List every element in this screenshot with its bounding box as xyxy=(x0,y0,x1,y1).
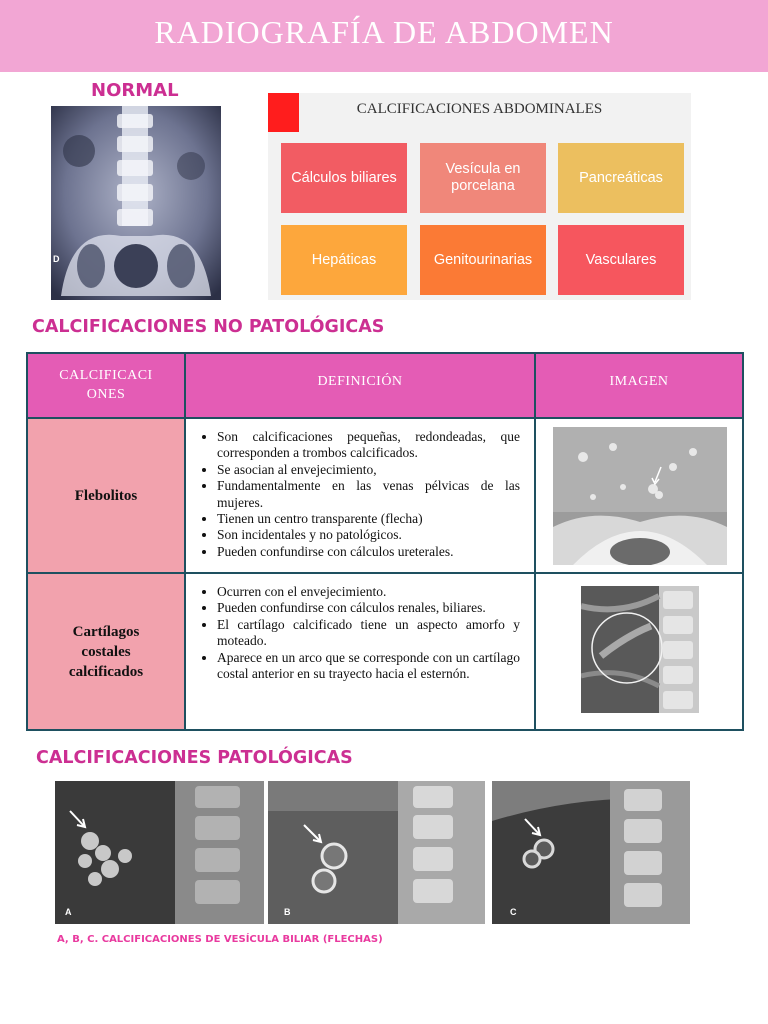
name-line: costales xyxy=(81,643,131,660)
page-title: RADIOGRAFÍA DE ABDOMEN xyxy=(154,14,614,50)
name-line: Cartílagos xyxy=(72,623,140,640)
calcificaciones-abdominales-panel xyxy=(268,93,691,300)
normal-abdomen-xray xyxy=(51,106,221,300)
header-calcificaciones-line1: CALCIFICACI xyxy=(59,368,153,383)
tile-hepaticas: Hepáticas xyxy=(281,225,407,295)
calc-panel-title: CALCIFICACIONES ABDOMINALES xyxy=(356,101,603,117)
row-name-flebolitos: Flebolitos xyxy=(27,418,185,573)
tile-vasculares: Vasculares xyxy=(558,225,684,295)
no-patologicas-table xyxy=(26,352,744,731)
no-patologicas-title: CALCIFICACIONES NO PATOLÓGICAS xyxy=(32,317,385,337)
bullet: • Pueden confundirse con cálculos ureterales. xyxy=(217,544,520,560)
bullet: • Ocurren con el envejecimiento. xyxy=(217,584,520,600)
vesicula-xray-a xyxy=(55,781,264,924)
flebolitos-xray xyxy=(553,427,727,565)
xray-letter: D xyxy=(53,254,60,264)
bullet: • Son calcificaciones pequeñas, redondeadas, que corresponden a trombos calcificados. xyxy=(217,429,520,462)
header-calcificaciones xyxy=(27,353,185,418)
normal-label: NORMAL xyxy=(91,80,179,101)
patologicas-title: CALCIFICACIONES PATOLÓGICAS xyxy=(36,748,353,768)
bullet: • El cartílago calcificado tiene un aspecto amorfo y moteado. xyxy=(217,617,520,650)
header-imagen: IMAGEN xyxy=(535,353,743,418)
row-image-cell xyxy=(535,573,743,730)
bullet: • Fundamentalmente en las venas pélvicas de las mujeres. xyxy=(217,478,520,511)
header-definicion: DEFINICIÓN xyxy=(185,353,535,418)
vesicula-xray-b xyxy=(268,781,485,924)
cartilagos-xray xyxy=(581,586,699,713)
table-header-row xyxy=(27,353,743,418)
xray-letter-c: C xyxy=(510,907,517,917)
row-name-cartilagos xyxy=(27,573,185,730)
tile-pancreaticas: Pancreáticas xyxy=(558,143,684,213)
header-calcificaciones-line2: ONES xyxy=(86,387,126,402)
xray-letter-b: B xyxy=(284,907,291,917)
header-banner xyxy=(0,0,768,72)
name-line: calcificados xyxy=(68,663,144,680)
bullet: • Tienen un centro transparente (flecha) xyxy=(217,511,520,527)
bullet: • Se asocian al envejecimiento, xyxy=(217,462,520,478)
bullet: • Aparece en un arco que se corresponde con un cartílago costal anterior en su trayecto hacia el esternón. xyxy=(217,650,520,683)
vesicula-xray-c xyxy=(492,781,690,924)
tile-vesicula-porcelana: Vesícula en porcelana xyxy=(420,143,546,213)
row-definition xyxy=(185,418,535,573)
bullet: • Son incidentales y no patológicos. xyxy=(217,527,520,543)
row-definition xyxy=(185,573,535,730)
row-image-cell xyxy=(535,418,743,573)
table-row xyxy=(27,573,743,730)
patologicas-caption: A, B, C. CALCIFICACIONES DE VESÍCULA BILIAR (FLECHAS) xyxy=(57,934,383,945)
table-row xyxy=(27,418,743,573)
bullet: • Pueden confundirse con cálculos renales, biliares. xyxy=(217,600,520,616)
tile-calculos-biliares: Cálculos biliares xyxy=(281,143,407,213)
xray-letter-a: A xyxy=(65,907,72,917)
tile-genitourinarias: Genitourinarias xyxy=(420,225,546,295)
